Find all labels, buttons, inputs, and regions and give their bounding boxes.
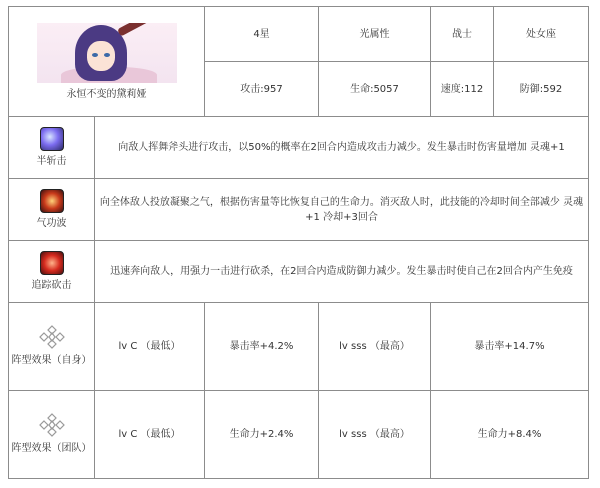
formation-high-value: 生命力+8.4% bbox=[431, 391, 589, 479]
formation-high-level: lv sss （最高） bbox=[319, 303, 431, 391]
character-name: 永恒不变的黛莉娅 bbox=[66, 89, 147, 100]
skill-name-cell bbox=[9, 179, 95, 241]
skill-description: 向敌人挥舞斧头进行攻击，以50%的概率在2回合内造成攻击力减少。发生暴击时伤害量增加 灵魂+1 bbox=[95, 117, 589, 179]
attribute-element: 光属性 bbox=[319, 7, 431, 62]
formation-label-cell bbox=[9, 303, 95, 391]
skill-chase-icon bbox=[40, 251, 64, 275]
formation-low-level: lv C （最低） bbox=[95, 391, 205, 479]
skill-row bbox=[9, 179, 589, 241]
skill-description: 迅速奔向敌人，用强力一击进行砍杀，在2回合内造成防御力减少。发生暴击时使自己在2回合内产生免疫 bbox=[95, 241, 589, 303]
skill-name: 追踪砍击 bbox=[31, 279, 72, 291]
formation-low-value: 暴击率+4.2% bbox=[205, 303, 319, 391]
stat-defense: 防御:592 bbox=[494, 62, 589, 117]
formation-label-cell bbox=[9, 391, 95, 479]
skill-name-cell bbox=[9, 241, 95, 303]
formation-high-value: 暴击率+14.7% bbox=[431, 303, 589, 391]
stat-hp: 生命:5057 bbox=[319, 62, 431, 117]
stat-speed: 速度:112 bbox=[431, 62, 494, 117]
formation-grid-icon bbox=[37, 412, 67, 438]
formation-label: 阵型效果（团队） bbox=[11, 443, 92, 454]
skill-row bbox=[9, 117, 589, 179]
attribute-stars: 4星 bbox=[205, 7, 319, 62]
attribute-class: 战士 bbox=[431, 7, 494, 62]
stat-attack: 攻击:957 bbox=[205, 62, 319, 117]
portrait-cell bbox=[9, 7, 205, 117]
formation-low-level: lv C （最低） bbox=[95, 303, 205, 391]
skill-row bbox=[9, 241, 589, 303]
character-portrait bbox=[37, 23, 177, 83]
skill-name: 半斩击 bbox=[36, 155, 67, 167]
attribute-zodiac: 处女座 bbox=[494, 7, 589, 62]
attribute-row bbox=[9, 7, 589, 62]
formation-row bbox=[9, 303, 589, 391]
skill-name: 气功波 bbox=[36, 217, 67, 229]
formation-low-value: 生命力+2.4% bbox=[205, 391, 319, 479]
formation-high-level: lv sss （最高） bbox=[319, 391, 431, 479]
skill-name-cell bbox=[9, 117, 95, 179]
skill-description: 向全体敌人投放凝聚之气，根据伤害量等比恢复自己的生命力。消灭敌人时，此技能的冷却时间全部减少 灵魂+1 冷却+3回合 bbox=[95, 179, 589, 241]
formation-row bbox=[9, 391, 589, 479]
formation-label: 阵型效果（自身） bbox=[11, 355, 92, 366]
skill-axe-icon bbox=[40, 127, 64, 151]
formation-grid-icon bbox=[37, 324, 67, 350]
skill-qi-icon bbox=[40, 189, 64, 213]
character-info-table bbox=[8, 6, 589, 479]
